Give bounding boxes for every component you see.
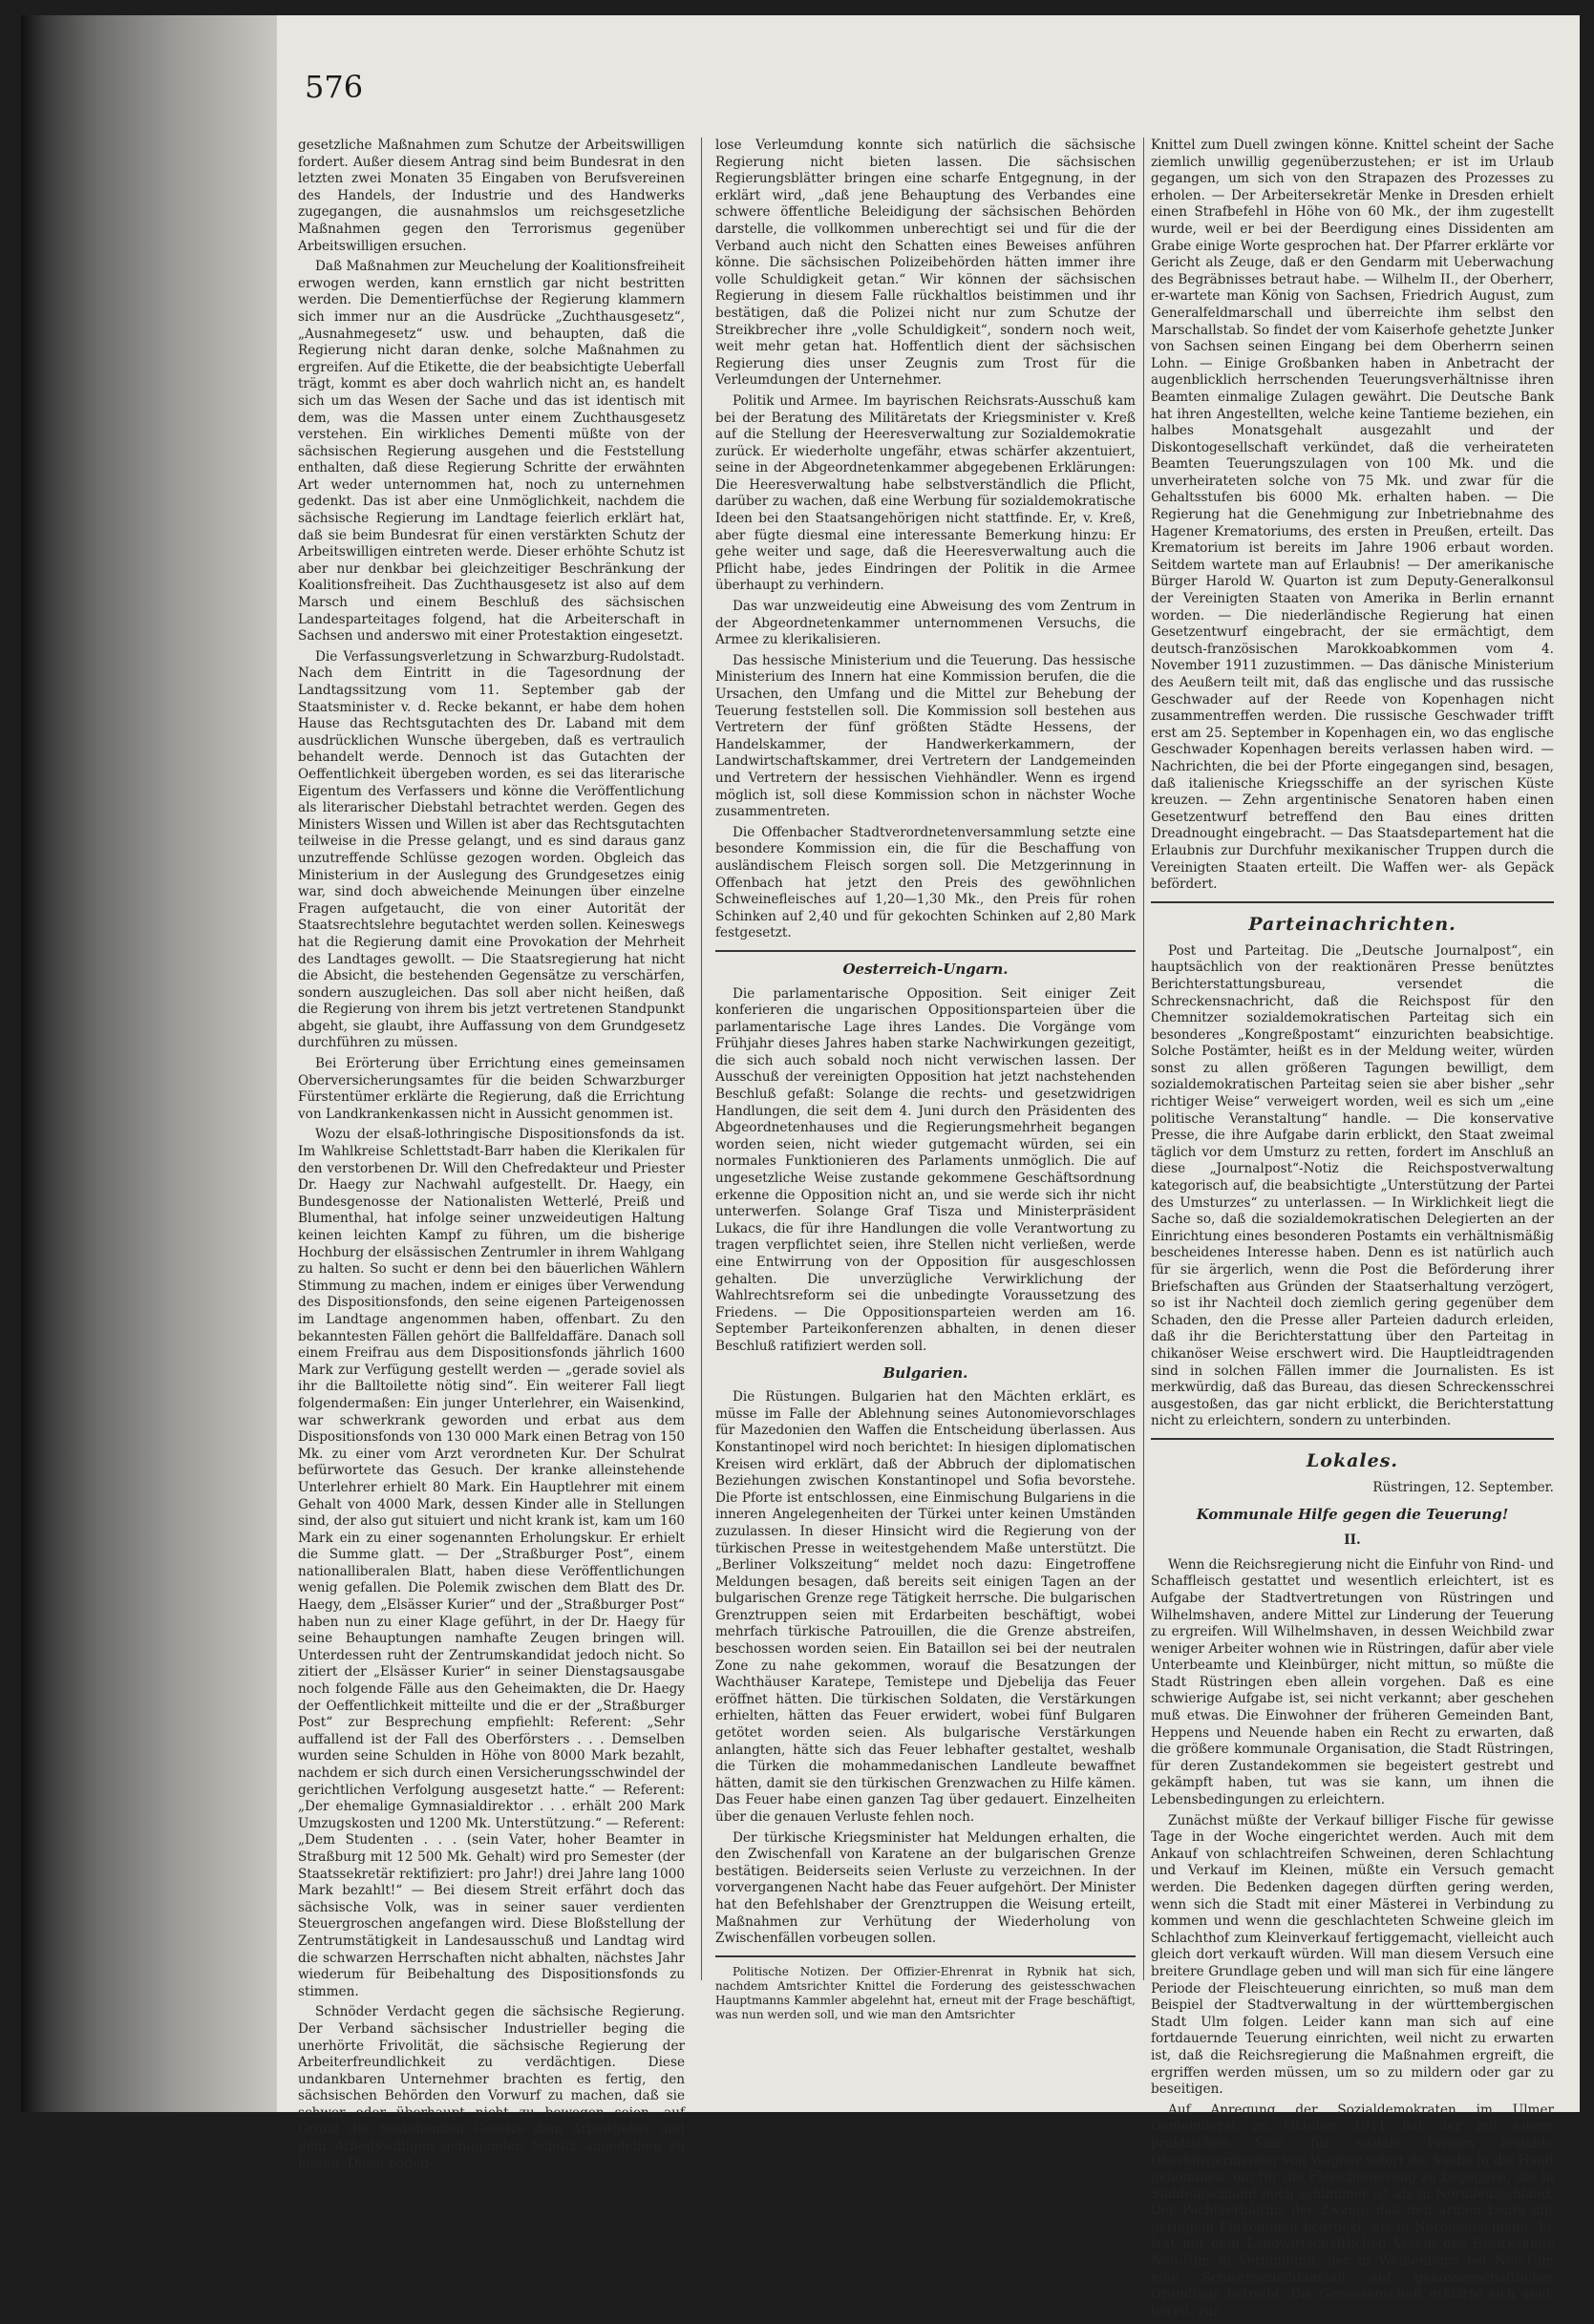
article-paragraph: lose Verleumdung konnte sich natürlich die sächsische Regierung nicht bieten lassen. Die sächsischen Regierungsblätter bringen eine scharfe Entgegnung, in der erklärt wird, „daß jene Behauptung des Verbandes eine schwere öffentliche Beleidigung der sächsischen Behörden darstelle, die vollkommen unberechtigt sei und für die der Verband auch nicht den Schatten eines Beweises anführen könne. Die sächsischen Polizeibehörden hätten immer ihre volle Schuldigkeit getan.“ Wir können der sächsischen Regierung in diesem Falle rückhaltlos beistimmen und ihr bestätigen, daß die Polizei nicht nur zum Schutze der Streikbrecher ihre „volle Schuldigkeit“, sondern noch weit, weit mehr getan hat. Hoffentlich dient der sächsischen Regierung dies unser Zeugnis zum Trost für die Verleumdungen der Unternehmer. (715, 137, 1136, 389)
section-divider (1151, 1438, 1554, 1440)
dateline: Rüstringen, 12. September. (1372, 1479, 1554, 1495)
article-paragraph: Post und Parteitag. Die „Deutsche Journalpost“, ein hauptsächlich von der reaktionären Presse benütztes Berichterstattungsbureau, versendet die Schreckensnachricht, daß die Reichspost für den Chemnitzer sozialdemokratischen Parteitag sich ein besonderes „Kongreßpostamt“ einzurichten beabsichtige. Solche Postämter, heißt es in der Meldung weiter, würden sonst zu allen größeren Tagungen bewilligt, dem sozialdemokratischen Parteitag seien sie aber bisher „sehr richtiger Weise“ verweigert worden, weil es sich um „eine politische Veranstaltung“ handle. — Die konservative Presse, die ihre Aufgabe darin erblickt, den Staat zweimal täglich vor dem Umsturz zu retten, fordert im Anschluß an diese „Journalpost“-Notiz die Reichspostverwaltung kategorisch auf, die beabsichtigte „Unterstützung der Partei des Umsturzes“ zu unterlassen. — In Wirklichkeit liegt die Sache so, daß die sozialdemokratischen Delegierten an der Einrichtung eines besonderen Postamts ein verhältnismäßig bescheidenes Interesse haben. Denn es ist natürlich auch für sie ärgerlich, wenn die Post die Beförderung ihrer Briefschaften aus Gründen der Staatserhaltung verzögert, so ist ihr Nachteil doch ziemlich gering gegenüber dem Schaden, den die Presse aller Parteien dadurch erleiden, daß ihr die Berichterstattung über den Parteitag in chikanöser Weise erschwert wird. Die Hauptleidtragenden sind in solchen Fällen immer die Journalisten. Es ist merkwürdig, daß das Bureau, das diesen Schreckensschrei ausgestoßen, das gar nicht erblickt, die Berichterstattung nicht zu erleichtern, sondern zu unterbinden. (1151, 942, 1554, 1429)
book-gutter (21, 15, 277, 2112)
section-heading: Oesterreich-Ungarn. (842, 960, 1009, 978)
section-divider (715, 950, 1136, 952)
article-paragraph: Die Offenbacher Stadtverordnetenversammlung setzte eine besondere Kommission ein, die für die Beschaffung von ausländischem Fleisch sorgen soll. Die Metzgerinnung in Offenbach hat jetzt den Preis des gewöhnlichen Schweinefleisches auf 1,20—1,30 Mk., den Preis für rohen Schinken auf 2,40 und für gekochten Schinken auf 2,80 Mark festgesetzt. (715, 824, 1136, 941)
article-paragraph: Die Verfassungsverletzung in Schwarzburg-Rudolstadt. Nach dem Eintritt in die Tagesordnung der Landtagssitzung vom 11. September gab der Staatsminister v. d. Recke bekannt, er habe dem hohen Hause das Rechtsgutachten des Dr. Laband mit dem ausdrücklichen Wunsche übergeben, daß es vertraulich behandelt werde. Dennoch ist das Gutachten der Oeffentlichkeit übergeben worden, es sei das literarische Eigentum des Verfassers und könne die Veröffentlichung als literarischer Diebstahl betrachtet werden. Gegen des Ministers Wissen und Willen ist aber das Rechtsgutachten teilweise in die Presse gelangt, und es sind daraus ganz unzutreffende Schlüsse gezogen worden. Obgleich das Ministerium in der Auslegung des Grundgesetzes einig war, sind doch abweichende Meinungen über einzelne Fragen aufgetaucht, die von einer Autorität der Staatsrechtslehre begutachtet werden sollen. Keineswegs hat die Regierung damit eine Provokation der Mehrheit des Landtages gewollt. — Die Staatsregierung hat nicht die Absicht, die bestehenden Gegensätze zu verschärfen, sondern auszugleichen. Das soll aber nicht heißen, daß die Regierung von ihrem bis jetzt vertretenen Standpunkt abgeht, sie glaubt, ihre Auffassung von dem Grundgesetz durchführen zu müssen. (298, 648, 685, 1051)
article-paragraph: Politik und Armee. Im bayrischen Reichsrats-Ausschuß kam bei der Beratung des Militäretats der Kriegsminister v. Kreß auf die Stellung der Heeresverwaltung zur Sozialdemokratie zurück. Er wiederholte ungefähr, etwas schärfer akzentuiert, seine in der Abgeordnetenkammer abgegebenen Erklärungen: Die Heeresverwaltung habe selbstverständlich die Pflicht, darüber zu wachen, daß eine Werbung für sozialdemokratische Ideen bei den Staatsangehörigen nicht stattfinde. Er, v. Kreß, aber fügte diesmal eine interessante Bemerkung hinzu: Er gehe weiter und sage, daß die Heeresverwaltung auch die Pflicht habe, jedes Eindringen der Politik in die Armee überhaupt zu verhindern. (715, 392, 1136, 594)
article-paragraph: Politische Notizen. Der Offizier-Ehrenrat in Rybnik hat sich, nachdem Amtsrichter Knittel die Forderung des geistesschwachen Hauptmanns Kammler abgelehnt hat, erneut mit der Frage beschäftigt, was nun werden soll, und wie man den Amtsrichter (715, 1964, 1136, 2021)
newspaper-page (21, 15, 1580, 2319)
article-paragraph: Wenn die Reichsregierung nicht die Einfuhr von Rind- und Schaffleisch gestattet und wesentlich erleichtert, ist es Aufgabe der Stadtvertretungen von Rüstringen und Wilhelmshaven, andere Mittel zur Linderung der Teuerung zu ergreifen. Will Wilhelmshaven, in dessen Weichbild zwar weniger Arbeiter wohnen wie in Rüstringen, dafür aber viele Unterbeamte und Kleinbürger, nicht mittun, so müßte die Stadt Rüstringen eben allein vorgehen. Daß es eine schwierige Aufgabe ist, sei nicht verkannt; aber geschehen muß etwas. Die Einwohner der früheren Gemeinden Bant, Heppens und Neuende haben ein Recht zu erwarten, daß die größere kommunale Organisation, die Stadt Rüstringen, für deren Zustandekommen sie begeistert gestrebt und gekämpft haben, tut was sie kann, um ihnen die Lebensbedingungen zu erleichtern. (1151, 1556, 1554, 1808)
article-paragraph: Auf Anregung der Sozialdemokraten im Ulmer Gemeinderat im Oktober 1911 hat der mit einem praktischen Sinn für soziale Fragen begabte Oberbürgermeister von Wagner sofort die Sache in die Hand genommen, um für die Fleischteuerung zu begegnen, die in Süddeutschland noch schlimmer ist als in Norddeutschland. Der Pachtverhältnis der Zwang, daß den armen Leute mit geringem Einkommen bedrückt, als in Norddeutschland. Er trat mit dem Landwirtschaftlichen Verein des Bezirksamts Neu-Ulm in Verbindung, der in Weißenhorn bei Neu-Ulm eine Schweinezuchtanstalt auf genossenschaftlicher Grundlage betreibt. Die Genossenschaft erklärte sich auch bereit, zur (1151, 2102, 1554, 2319)
article-paragraph: Bei Erörterung über Errichtung eines gemeinsamen Oberversicherungsamtes für die beiden Schwarzburger Fürstentümer erklärte die Regierung, daß die Errichtung von Landkrankenkassen nicht in Aussicht genommen ist. (298, 1056, 685, 1122)
section-divider (715, 1955, 1136, 1957)
article-paragraph: Die Rüstungen. Bulgarien hat den Mächten erklärt, es müsse im Falle der Ablehnung seines Autonomievorschlages für Mazedonien den Waffen die Entscheidung überlassen. Aus Konstantinopel wird noch berichtet: In hiesigen diplomatischen Kreisen wird erklärt, daß der Abbruch der diplomatischen Beziehungen zwischen Konstantinopel und Sofia bevorstehe. Die Pforte ist entschlossen, eine Einmischung Bulgariens in die inneren Angelegenheiten der Türkei unter keinen Umständen zuzulassen. In dieser Hinsicht wird die Regierung von der türkischen Presse in weitestgehendem Maße unterstützt. Die „Berliner Volkszeitung“ meldet noch dazu: Eingetroffene Meldungen besagen, daß bereits seit einigen Tagen an der bulgarischen Grenze rege Tätigkeit herrsche. Die bulgarischen Grenztruppen seien mit Erdarbeiten beschäftigt, wobei mehrfach türkische Patrouillen, die die Grenze abstreifen, beschossen worden seien. Ein Bataillon sei bei der neutralen Zone zu nahe gekommen, worauf die Besatzungen der Wachthäuser Karatepe, Temistepe und Djebelija das Feuer eröffnet hätten. Die türkischen Soldaten, die Verstärkungen erhielten, hätten das Feuer erwidert, wobei fünf Bulgaren getötet worden seien. Als bulgarische Verstärkungen anlangten, hätte sich das Feuer lebhafter gestaltet, weshalb die Türken die mohammedanischen Landleute bewaffnet hätten, damit sie den türkischen Grenzwachen zu Hilfe kämen. Das Feuer habe einen ganzen Tag über gedauert. Einzelheiten über die genauen Verluste fehlen noch. (715, 1389, 1136, 1825)
article-paragraph: Der türkische Kriegsminister hat Meldungen erhalten, die den Zwischenfall von Karatene an der bulgarischen Grenze bestätigen. Beiderseits seien Verluste zu verzeichnen. In der vorvergangenen Nacht habe das Feuer aufgehört. Der Minister hat den Befehlshaber der Grenztruppen die Weisung erteilt, Maßnahmen zur Verhütung der Wiederholung von Zwischenfällen vorbeugen sollen. (715, 1829, 1136, 1947)
section-divider (1151, 901, 1554, 903)
article-heading: Kommunale Hilfe gegen die Teuerung! (1196, 1505, 1509, 1523)
article-paragraph: Das hessische Ministerium und die Teuerung. Das hessische Ministerium des Innern hat eine Kommission berufen, die die Ursachen, den Umfang und die Mittel zur Behebung der Teuerung feststellen soll. Die Kommission soll bestehen aus Vertretern der fünf größten Städte Hessens, der Handelskammer, der Handwerkerkammern, der Landwirtschaftskammer, drei Vertretern der Landgemeinden und Vertretern der hessischen Viehhändler. Wenn es irgend möglich ist, soll diese Kommission schon in nächster Woche zusammentreten. (715, 652, 1136, 820)
page-number: 576 (305, 69, 364, 105)
article-paragraph: Knittel zum Duell zwingen könne. Knittel scheint der Sache ziemlich unwillig gegenüberzustehen; er ist im Urlaub gegangen, um sich von den Strapazen des Prozesses zu erholen. — Der Arbeitersekretär Menke in Dresden erhielt einen Strafbefehl in Höhe von 60 Mk., der ihm zugestellt wurde, weil er bei der Beerdigung eines Dissidenten am Grabe einige Worte gesprochen hat. Der Pfarrer erklärte vor Gericht als Zeuge, daß er den Gendarm mit Ueberwachung des Begräbnisses betraut habe. — Wilhelm II., der Oberherr, er-wartete man König von Sachsen, Friedrich August, zum Generalfeldmarschall und überreichte ihm selbst den Marschallstab. So findet der vom Kaiserhofe gehetzte Junker von Sachsen seinen Eingang bei dem Oberherrn seinen Lohn. — Einige Großbanken haben in Anbetracht der augenblicklich herrschenden Teuerungsverhältnisse ihren Beamten einmalige Zulagen gewährt. Die Deutsche Bank hat ihren Angestellten, welche keine Tantieme beziehen, ein halbes Monatsgehalt ausgezahlt und der Diskontogesellschaft verkündet, daß die verheirateten Beamten Teuerungszulagen von 100 Mk. und die unverheirateten solche von 75 Mk. und zwar für die Gehaltsstufen bis 6000 Mk. erhalten haben. — Die Regierung hat die Genehmigung zur Inbetriebnahme des Hagener Krematoriums, des ersten in Preußen, erteilt. Das Krematorium ist bereits im Jahre 1906 erbaut worden. Seitdem wartete man auf Erlaubnis! — Der amerikanische Bürger Harold W. Quarton ist zum Deputy-Generalkonsul der Vereinigten Staaten von Amerika in Berlin ernannt worden. — Die niederländische Regierung hat einen Gesetzentwurf eingebracht, der sie ermächtigt, dem deutsch-französischen Marokkoabkommen vom 4. November 1911 zuzustimmen. — Das dänische Ministerium des Aeußern teilt mit, daß das englische und das russische Geschwader auf der Reede von Kopenhagen nicht zusammentreffen werden. Die russische Geschwader trifft erst am 25. September in Kopenhagen ein, wo das englische Geschwader Kopenhagen bereits verlassen haben wird. — Nachrichten, die bei der Pforte eingegangen sind, besagen, daß italienische Kriegsschiffe an der syrischen Küste kreuzen. — Zehn argentinische Senatoren haben einen Gesetzentwurf betreffend den Bau eines dritten Dreadnought eingebracht. — Das Staatsdepartement hat die Erlaubnis zur Durchfuhr mexikanischer Truppen durch die Vereinigten Staaten erteilt. Die Waffen wer- als Gepäck befördert. (1151, 137, 1554, 893)
article-paragraph: Daß Maßnahmen zur Meuchelung der Koalitionsfreiheit erwogen werden, kann ernstlich gar nicht bestritten werden. Die Dementierfüchse der Regierung klammern sich immer nur an die Ausdrücke „Zuchthausgesetz“, „Ausnahmegesetz“ usw. und behaupten, daß die Regierung nicht daran denke, solche Maßnahmen zu ergreifen. Auf die Etikette, die der beabsichtigte Ueberfall trägt, kommt es aber doch wahrlich nicht an, es handelt sich um das Wesen der Sache und das ist identisch mit dem, was die Massen unter einem Zuchthausgesetz verstehen. Ein wirkliches Dementi müßte von der sächsischen Regierung ausgehen und die Feststellung enthalten, daß diese Regierung Schritte der erwähnten Art weder unternommen hat, noch zu unternehmen gedenkt. Das ist aber eine Unmöglichkeit, nachdem die sächsische Regierung im Landtage feierlich erklärt hat, daß sie beim Bundesrat für einen verstärkten Schutz der Arbeitswilligen eintreten werde. Dieser erhöhte Schutz ist aber nur denkbar bei gleichzeitiger Beschränkung der Koalitionsfreiheit. Das Zuchthausgesetz ist also auf dem Marsch und einem Beschluß des sächsischen Landesparteitages folgend, hat die Arbeiterschaft in Sachsen und anderswo mit einer Protestaktion eingesetzt. (298, 259, 685, 644)
article-paragraph: gesetzliche Maßnahmen zum Schutze der Arbeitswilligen fordert. Außer diesem Antrag sind beim Bundesrat in den letzten zwei Monaten 35 Eingaben von Berufsvereinen des Handels, der Industrie und des Handwerks zugegangen, die ausnahmslos um reichsgesetzliche Maßnahmen gegen den Terrorismus gegenüber Arbeitswilligen ersuchen. (298, 137, 685, 254)
article-paragraph: Zunächst müßte der Verkauf billiger Fische für gewisse Tage in der Woche eingerichtet werden. Auch mit dem Ankauf von schlachtreifen Schweinen, deren Schlachtung und Verkauf im Kleinen, müßte ein Versuch gemacht werden. Die Bedenken dagegen dürften gering werden, wenn sich die Stadt mit einer Mästerei in Verbindung zu kommen und wenn die geschlachteten Schweine gleich im Schlachthof zum Kleinverkauf fertiggemacht, vielleicht auch gleich dort verkauft würden. Will man diesem Versuch eine breitere Grundlage geben und will man sich für eine längere Periode der Fleischteuerung einrichten, so muß man dem Beispiel der Stadtverwaltung in der württembergischen Stadt Ulm folgen. Leider kann man sich auf eine fortdauernde Teuerung einrichten, weil nicht zu erwarten ist, daß die Reichsregierung die Maßnahmen ergreift, die ergriffen werden müssen, um so zu mildern oder gar zu beseitigen. (1151, 1812, 1554, 2098)
section-heading: Parteinachrichten. (1248, 913, 1456, 935)
article-subheading: II. (1344, 1532, 1361, 1549)
article-paragraph: Das war unzweideutig eine Abweisung des vom Zentrum in der Abgeordnetenkammer unternommenen Versuchs, die Armee zu klerikalisieren. (715, 599, 1136, 648)
section-heading: Lokales. (1306, 1449, 1399, 1471)
article-paragraph: Die parlamentarische Opposition. Seit einiger Zeit konferieren die ungarischen Oppositionsparteien über die parlamentarische Lage ihres Landes. Die Vorgänge vom Frühjahr dieses Jahres haben starke Nachwirkungen gezeitigt, die sich auch sobald noch nicht verwischen lassen. Der Ausschuß der vereinigten Opposition hat jetzt nachstehenden Beschluß gefaßt: Solange die rechts- und gesetzwidrigen Handlungen, die seit dem 4. Juni durch den Präsidenten des Abgeordnetenhauses und die Regierungsmehrheit begangen worden seien, nicht wieder gutgemacht würden, sei ein normales Funktionieren des Parlaments unmöglich. Die auf ungesetzliche Weise zustande gekommene Geschäftsordnung erkenne die Opposition nicht an, und sie werde sich ihr nicht unterwerfen. Solange Graf Tisza und Ministerpräsident Lukacs, die für ihre Handlungen die volle Verantwortung zu tragen verpflichtet seien, ihre Stellen nicht verließen, werde eine Entwirrung von der Opposition für ausgeschlossen gehalten. Die unverzügliche Verwirklichung der Wahlrechtsreform sei die unbedingte Voraussetzung des Friedens. — Die Oppositionsparteien werden am 16. September Parteikonferenzen abhalten, in denen dieser Beschluß ratifiziert werden soll. (715, 985, 1136, 1354)
column-2 (715, 137, 1136, 2026)
column-3 (1151, 137, 1554, 2324)
column-rule (1143, 137, 1144, 1980)
column-rule (701, 137, 702, 1980)
article-paragraph: Wozu der elsaß-lothringische Dispositionsfonds da ist. Im Wahlkreise Schlettstadt-Barr haben die Klerikalen für den verstorbenen Dr. Will den Chefredakteur und Priester Dr. Haegy zur Nachwahl aufgestellt. Dr. Haegy, ein Bundesgenosse der Nationalisten Wetterlé, Preiß und Blumenthal, hat infolge seiner unzweideutigen Haltung keinen leichten Kampf zu führen, um die bisherige Hochburg der elsässischen Zentrumler in ihrem Wahlgang zu halten. So sucht er denn bei den bäuerlichen Wählern Stimmung zu machen, indem er einiges über Verwendung des Dispositionsfonds, den seine eigenen Parteigenossen im Landtage angenommen haben, offenbart. Zu den bekanntesten Fällen gehört die Ballfeldaffäre. Danach soll einem Freifrau aus dem Dispositionsfonds jährlich 1600 Mark zur Verfügung gestellt werden — „gerade soviel als ihr die Balltoilette nötig sind“. Ein weiterer Fall liegt folgendermaßen: Ein junger Unterlehrer, ein Waisenkind, war schwerkrank geworden und erbat aus dem Dispositionsfonds von 130 000 Mark einen Betrag von 150 Mk. zu einer vom Arzt verordneten Kur. Der Schulrat befürwortete das Gesuch. Der kranke alleinstehende Unterlehrer erhielt 80 Mark. Ein Hauptlehrer mit einem Gehalt von 4000 Mark, dessen Kinder alle in Stellungen sind, der also gut situiert und nicht krank ist, kam um 160 Mark ein zu einer sogenannten Erholungskur. Er erhielt die Summe glatt. — Der „Straßburger Post“, einem nationalliberalen Blatt, haben diese Veröffentlichungen wenig gefallen. Die Polemik zwischen dem Blatt des Dr. Haegy, dem „Elsässer Kurier“ und der „Straßburger Post“ haben nun zu einer Klage geführt, in der Dr. Haegy für seine Behauptungen namhafte Zeugen bringen will. Unterdessen ruht der Zentrumskandidat jedoch nicht. So zitiert der „Elsässer Kurier“ in seiner Dienstagsausgabe noch folgende Fälle aus den Geheimakten, die Dr. Haegy der Oeffentlichkeit mitteilte und die er der „Straßburger Post“ zur Besprechung empfiehlt: Referent: „Sehr auffallend ist der Fall des Oberförsters . . . Demselben wurden seine Schulden in Höhe von 8000 Mark bezahlt, nachdem er sich durch einen Versicherungsschwindel der gerichtlichen Verfolgung ausgesetzt hatte.“ — Referent: „Der ehemalige Gymnasialdirektor . . . erhält 200 Mark Umzugskosten und 1200 Mk. Unterstützung.“ — Referent: „Dem Studenten . . . (sein Vater, hoher Beamter in Straßburg mit 12 500 Mk. Gehalt) wird pro Semester (der Staatssekretär rektifiziert: pro Jahr!) drei Jahre lang 1000 Mark bezahlt!“ — Bei diesem Streit erfährt doch das sächsische Volk, was in seiner sauer verdienten Steuergroschen angefangen wird. Diese Bloßstellung der Zentrumstätigkeit in Landesausschuß und Landtag wird die schwarzen Herrschaften nicht abhalten, nächstes Jahr wiederum für Beibehaltung des Dispositionsfonds zu stimmen. (298, 1127, 685, 1999)
section-heading: Bulgarien. (882, 1363, 968, 1382)
column-1 (298, 137, 685, 2176)
article-paragraph: Schnöder Verdacht gegen die sächsische Regierung. Der Verband sächsischer Industrieller beging die unerhörte Frivolität, die sächsische Regierung der Arbeiterfreundlichkeit zu verdächtigen. Diese undankbaren Unternehmer brachten es fertig, den sächsischen Behörden den Vorwurf zu machen, daß sie schwer oder überhaupt nicht zu bewegen seien, auf Grund der bestehenden Gesetze dem Arbeitgeber und dem Arbeitswilligen genügenden Schutz angedeihen zu lassen. Diese boden- (298, 2004, 685, 2171)
